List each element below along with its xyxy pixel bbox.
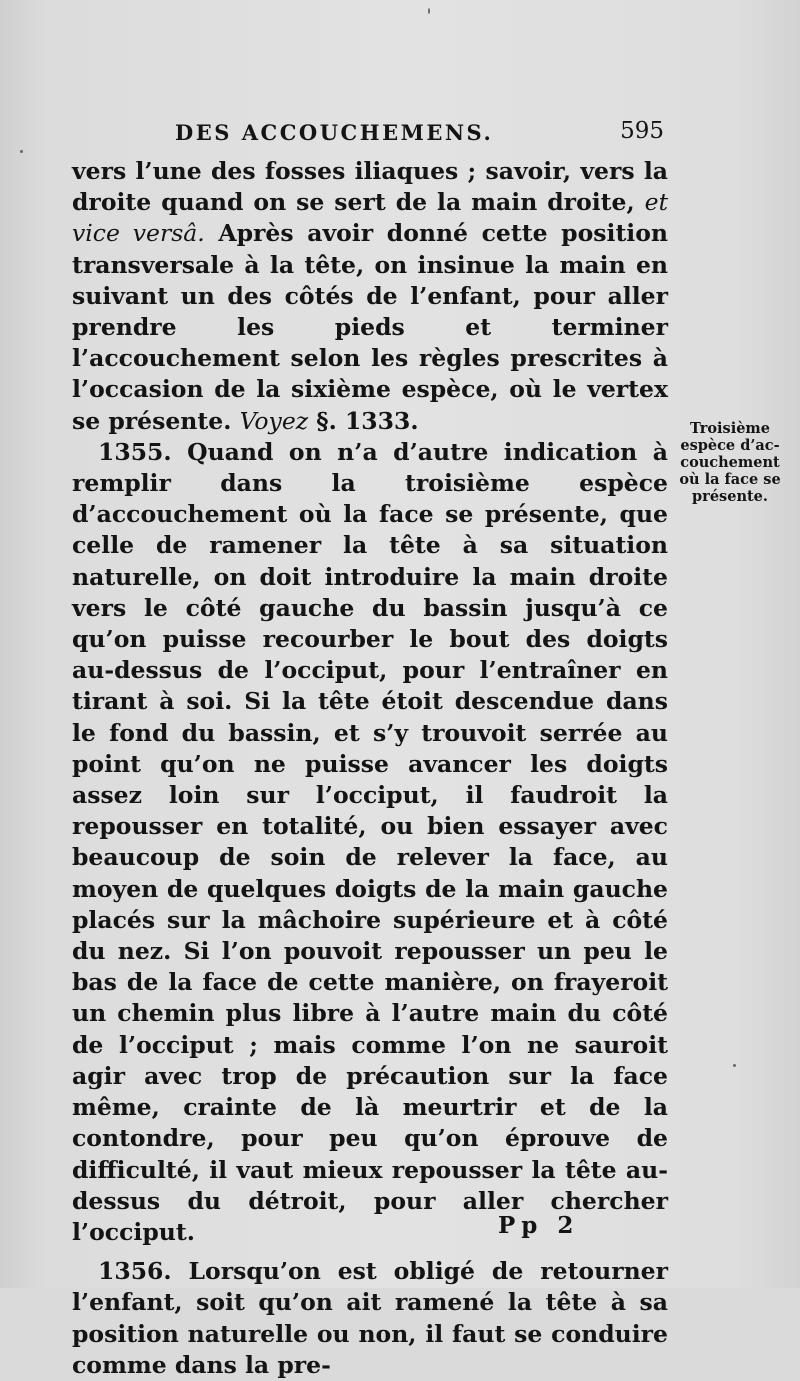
paragraph-1-italic: et vice versâ.: [72, 188, 669, 248]
paragraph-1-reference: §. 1333.: [316, 406, 419, 435]
running-title: DES ACCOUCHEMENS.: [175, 120, 494, 145]
margin-note-line: présente.: [692, 488, 768, 505]
paragraph-1355: 1355. Quand on n’a d’autre indication à remplir dans la troisième espèce d’accouchement où la face se présente, que celle de ramener la tête à sa situation naturelle, on doit introduire la main droite vers le côté gauche du bassin jusqu’à ce qu’on puisse recourber le bout des doigts au-dessus de l’occiput, pour l’entraîner en tirant à soi. Si la tête étoit descendue dans le fond du bassin, et s’y trouvoit serrée au point qu’on ne puisse avancer les doigts assez loin sur l’occiput, il faudroit la repousser en totalité, ou bien essayer avec beaucoup de soin de relever la face, au moyen de quelques doigts de la main gauche placés sur la mâchoire supérieure et à côté du nez. Si l’on pouvoit repousser un peu le bas de la face de cette manière, on frayeroit un chemin plus libre à l’autre main du côté de l’occiput ; mais comme l’on ne sauroit agir avec trop de précaution sur la face même, crainte de là meurtrir et de la contondre, pour peu qu’on éprouve de difficulté, il vaut mieux repousser la tête au-dessus du détroit, pour aller chercher l’occiput.: [72, 437, 668, 1246]
margin-note-line: espèce d’ac-: [680, 437, 780, 454]
paper-speck: [428, 8, 430, 14]
page-header: [60, 118, 664, 148]
paragraph-continuation: [62, 156, 668, 437]
paragraph-1-reference-italic: Voyez: [239, 406, 309, 435]
signature-mark: Pp 2: [498, 1212, 580, 1239]
margin-note-line: où la face se: [679, 471, 781, 488]
paper-speck: [733, 1064, 736, 1067]
paper-speck: [20, 150, 23, 153]
paragraph-1-text: vers l’une des fosses iliaques ; savoir, vers la droite quand on se sert de la main droite,: [72, 157, 668, 217]
paragraph-1356: 1356. Lorsqu’on est obligé de retourner l’enfant, soit qu’on ait ramené la tête à sa position naturelle ou non, il faut se conduire comme dans la pre-: [72, 1257, 668, 1379]
margin-note-line: Troisième: [689, 420, 771, 437]
margin-note: [660, 420, 800, 505]
main-text: [62, 156, 668, 1381]
paragraph-1-continuation: Après avoir donné cette position transversale à la tête, on insinue la main en suivant un des côtés de l’enfant, pour aller prendre les pieds et terminer l’accouchement selon les règles prescrites à l’occasion de la sixième espèce, où le vertex se présente.: [72, 219, 668, 435]
page-number: 595: [620, 118, 664, 144]
margin-note-line: couchement: [680, 454, 780, 471]
